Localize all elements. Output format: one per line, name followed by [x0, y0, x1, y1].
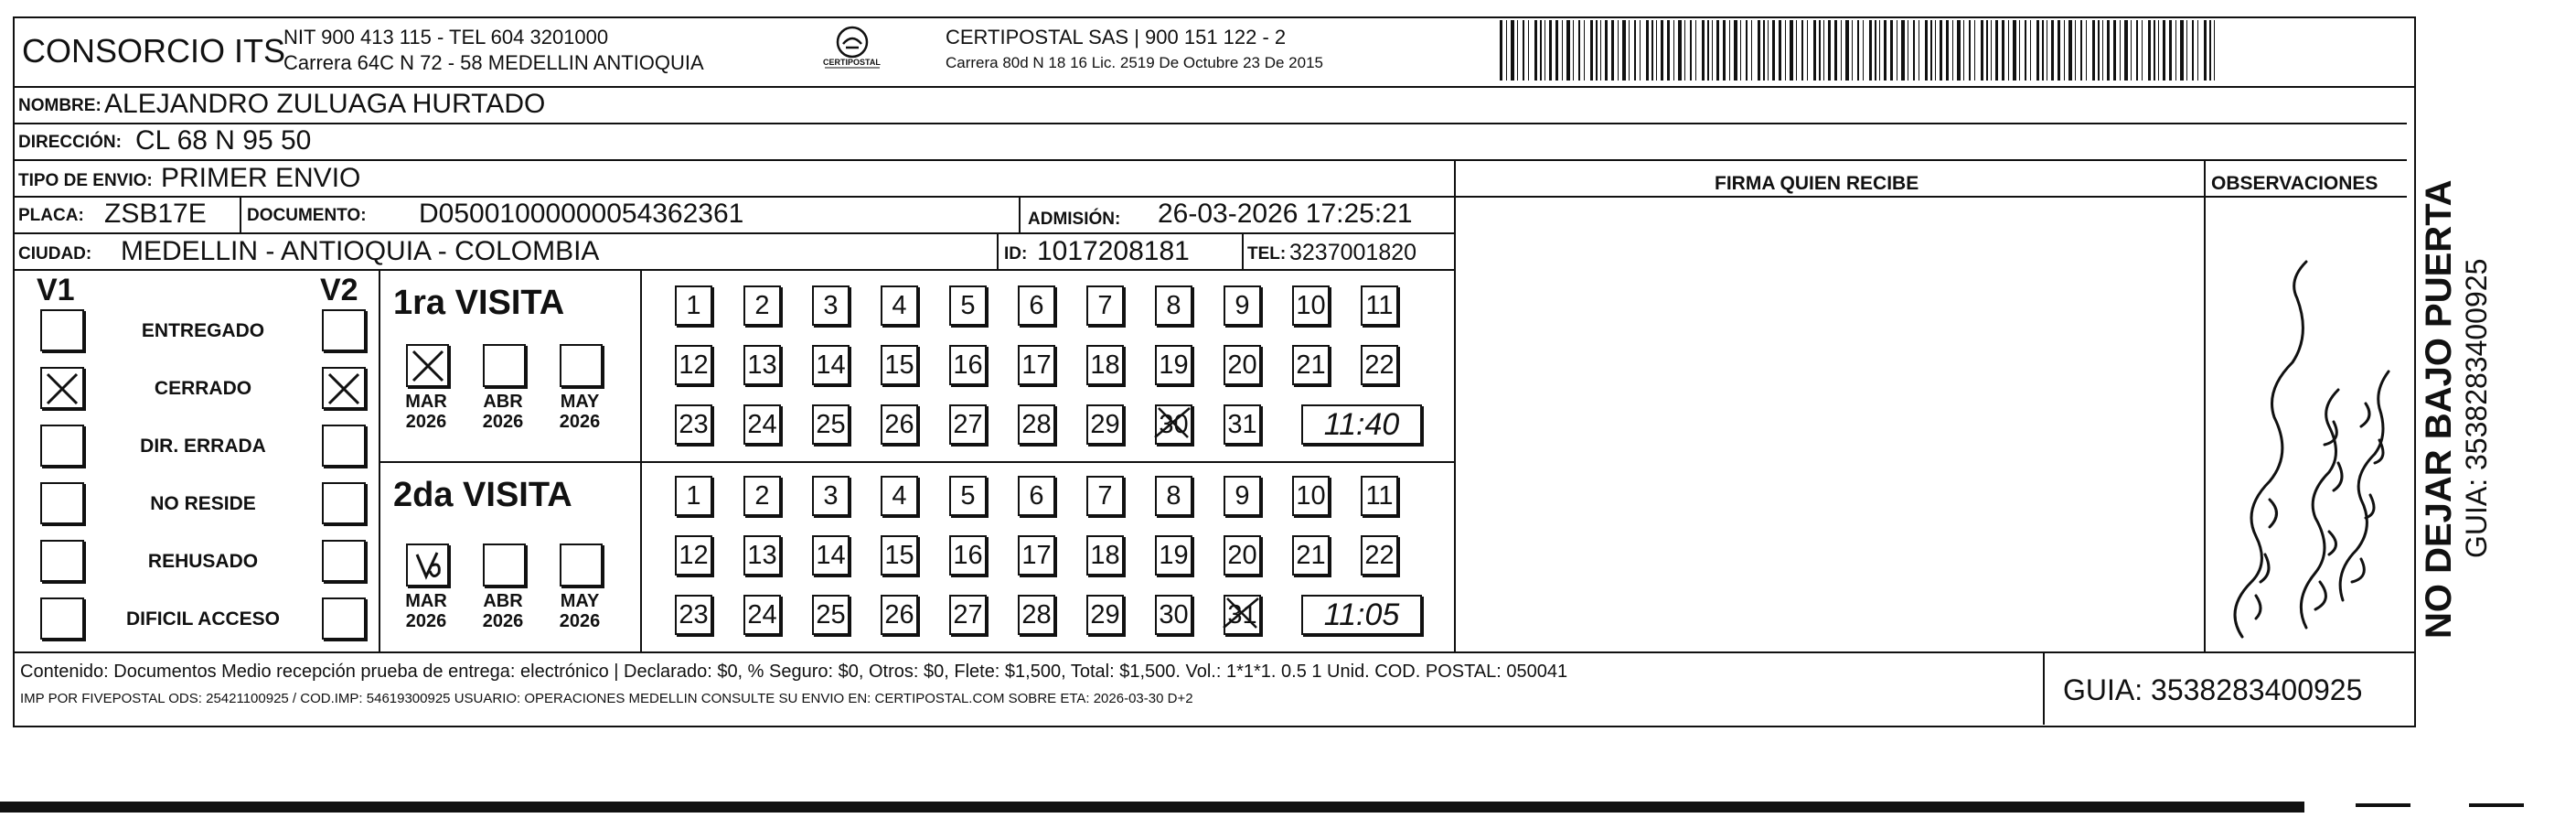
- second-day-8[interactable]: 8: [1155, 476, 1192, 516]
- first-day-27[interactable]: 27: [949, 404, 987, 445]
- first-day-28[interactable]: 28: [1018, 404, 1055, 445]
- second-day-26[interactable]: 26: [881, 595, 918, 635]
- second-day-10[interactable]: 10: [1292, 476, 1330, 516]
- ciudad-label: CIUDAD:: [18, 244, 92, 264]
- month-label: MAY 2026: [559, 392, 601, 432]
- v2-label: V2: [320, 273, 358, 307]
- status-option-label: REHUSADO: [147, 551, 259, 572]
- second-day-20[interactable]: 20: [1224, 535, 1261, 576]
- v2-checkbox-4[interactable]: [322, 540, 366, 582]
- month-label: MAR 2026: [405, 591, 447, 631]
- v2-checkbox-3[interactable]: [322, 482, 366, 524]
- second-day-7[interactable]: 7: [1086, 476, 1124, 516]
- v1-label: V1: [37, 273, 75, 307]
- second-day-12[interactable]: 12: [675, 535, 712, 576]
- first-day-26[interactable]: 26: [881, 404, 918, 445]
- v2-checkbox-2[interactable]: [322, 425, 366, 467]
- v1-checkbox-5[interactable]: [40, 597, 84, 640]
- month-checkbox-may[interactable]: [560, 544, 603, 587]
- id-label: ID:: [1004, 244, 1028, 264]
- month-checkbox-mar[interactable]: [406, 544, 449, 587]
- month-checkbox-abr[interactable]: [483, 344, 526, 387]
- v2-checkbox-0[interactable]: [322, 309, 366, 351]
- second-day-16[interactable]: 16: [949, 535, 987, 576]
- logo-text: CERTIPOSTAL: [823, 58, 881, 67]
- second-day-22[interactable]: 22: [1361, 535, 1398, 576]
- status-option-label: ENTREGADO: [141, 320, 265, 341]
- bottom-rule: [0, 802, 2304, 813]
- side-guia: GUIA: 3538283400925: [2460, 258, 2493, 558]
- first-day-1[interactable]: 1: [675, 285, 712, 326]
- tel-label: TEL:: [1247, 244, 1287, 264]
- tipo-envio-value: PRIMER ENVIO: [161, 163, 361, 193]
- month-label: ABR 2026: [482, 392, 524, 432]
- month-checkbox-mar[interactable]: [406, 344, 449, 387]
- carrier-address: Carrera 80d N 18 16 Lic. 2519 De Octubre 23 De 2015: [946, 54, 1323, 71]
- second-day-21[interactable]: 21: [1292, 535, 1330, 576]
- first-day-19[interactable]: 19: [1155, 345, 1192, 385]
- first-day-23[interactable]: 23: [675, 404, 712, 445]
- second-day-14[interactable]: 14: [812, 535, 850, 576]
- month-checkbox-abr[interactable]: [483, 544, 526, 587]
- first-day-24[interactable]: 24: [743, 404, 781, 445]
- second-day-4[interactable]: 4: [881, 476, 918, 516]
- first-day-16[interactable]: 16: [949, 345, 987, 385]
- second-day-28[interactable]: 28: [1018, 595, 1055, 635]
- second-day-27[interactable]: 27: [949, 595, 987, 635]
- bottom-rule-tick: [2356, 803, 2410, 807]
- documento-label: DOCUMENTO:: [247, 206, 367, 225]
- first-day-17[interactable]: 17: [1018, 345, 1055, 385]
- certipostal-logo: [816, 22, 889, 75]
- second-day-6[interactable]: 6: [1018, 476, 1055, 516]
- tel-value: 3237001820: [1289, 240, 1417, 265]
- second-day-5[interactable]: 5: [949, 476, 987, 516]
- second-time[interactable]: 11:05: [1301, 595, 1422, 635]
- status-option-label: DIFICIL ACCESO: [125, 608, 280, 630]
- status-option-label: NO RESIDE: [150, 493, 256, 514]
- first-day-5[interactable]: 5: [949, 285, 987, 326]
- status-option-label: DIR. ERRADA: [140, 436, 266, 457]
- company-nit: NIT 900 413 115 - TEL 604 3201000: [283, 26, 609, 48]
- first-day-11[interactable]: 11: [1361, 285, 1398, 326]
- second-visit-title: 2da VISITA: [393, 476, 572, 514]
- imp-text: IMP POR FIVEPOSTAL ODS: 25421100925 / COD.IMP: 54619300925 USUARIO: OPERACIONES MEDELLIN CONSULTE SU ENVIO EN: CERTIPOSTAL.COM SOBRE ETA: 2026-03-30 D+2: [20, 691, 1193, 706]
- company-name: CONSORCIO ITS: [22, 32, 286, 70]
- placa-value: ZSB17E: [104, 199, 207, 229]
- second-day-18[interactable]: 18: [1086, 535, 1124, 576]
- first-time[interactable]: 11:40: [1301, 404, 1422, 445]
- first-day-20[interactable]: 20: [1224, 345, 1261, 385]
- bottom-rule-tick: [2469, 803, 2524, 807]
- contenido-text: Contenido: Documentos Medio recepción prueba de entrega: electrónico | Declarado: $0, % Seguro: $0, Otros: $0, Flete: $1,500, Total: $1,500. Vol.: 1*1*1. 0.5 1 Unid. COD. POSTAL: 050041: [20, 662, 1568, 682]
- first-day-29[interactable]: 29: [1086, 404, 1124, 445]
- direccion-value: CL 68 N 95 50: [135, 125, 312, 156]
- ciudad-value: MEDELLIN - ANTIOQUIA - COLOMBIA: [121, 236, 600, 266]
- first-day-25[interactable]: 25: [812, 404, 850, 445]
- first-day-21[interactable]: 21: [1292, 345, 1330, 385]
- second-day-15[interactable]: 15: [881, 535, 918, 576]
- nombre-label: NOMBRE:: [18, 96, 102, 115]
- v2-checkbox-5[interactable]: [322, 597, 366, 640]
- second-day-2[interactable]: 2: [743, 476, 781, 516]
- v1-checkbox-4[interactable]: [40, 540, 84, 582]
- v2-checkbox-1[interactable]: [322, 367, 366, 409]
- direccion-label: DIRECCIÓN:: [18, 133, 122, 152]
- v1-checkbox-2[interactable]: [40, 425, 84, 467]
- firma-label: FIRMA QUIEN RECIBE: [1715, 173, 1919, 194]
- handwritten-observation: [2206, 198, 2409, 650]
- first-day-15[interactable]: 15: [881, 345, 918, 385]
- second-day-11[interactable]: 11: [1361, 476, 1398, 516]
- first-day-2[interactable]: 2: [743, 285, 781, 326]
- second-day-3[interactable]: 3: [812, 476, 850, 516]
- admision-label: ADMISIÓN:: [1028, 210, 1121, 229]
- second-day-19[interactable]: 19: [1155, 535, 1192, 576]
- carrier-name: CERTIPOSTAL SAS | 900 151 122 - 2: [946, 26, 1287, 48]
- side-no-dejar: NO DEJAR BAJO PUERTA: [2419, 179, 2459, 639]
- guia-footer: GUIA: 3538283400925: [2063, 673, 2363, 706]
- first-day-22[interactable]: 22: [1361, 345, 1398, 385]
- first-day-4[interactable]: 4: [881, 285, 918, 326]
- second-day-9[interactable]: 9: [1224, 476, 1261, 516]
- v1-checkbox-3[interactable]: [40, 482, 84, 524]
- month-label: ABR 2026: [482, 591, 524, 631]
- month-label: MAY 2026: [559, 591, 601, 631]
- admision-value: 26-03-2026 17:25:21: [1158, 199, 1413, 229]
- v1-checkbox-1[interactable]: [40, 367, 84, 409]
- tipo-envio-label: TIPO DE ENVIO:: [18, 171, 153, 190]
- status-option-label: CERRADO: [154, 378, 252, 399]
- second-day-17[interactable]: 17: [1018, 535, 1055, 576]
- month-label: MAR 2026: [405, 392, 447, 432]
- first-day-6[interactable]: 6: [1018, 285, 1055, 326]
- second-day-31[interactable]: 31: [1224, 595, 1261, 635]
- company-address: Carrera 64C N 72 - 58 MEDELLIN ANTIOQUIA: [283, 51, 704, 74]
- second-day-29[interactable]: 29: [1086, 595, 1124, 635]
- first-day-30[interactable]: 30: [1155, 404, 1192, 445]
- first-day-10[interactable]: 10: [1292, 285, 1330, 326]
- second-day-1[interactable]: 1: [675, 476, 712, 516]
- first-day-9[interactable]: 9: [1224, 285, 1261, 326]
- first-day-18[interactable]: 18: [1086, 345, 1124, 385]
- first-day-31[interactable]: 31: [1224, 404, 1261, 445]
- first-visit-title: 1ra VISITA: [393, 284, 565, 322]
- id-value: 1017208181: [1037, 236, 1190, 266]
- placa-label: PLACA:: [18, 206, 84, 225]
- second-day-24[interactable]: 24: [743, 595, 781, 635]
- first-day-3[interactable]: 3: [812, 285, 850, 326]
- first-day-13[interactable]: 13: [743, 345, 781, 385]
- first-day-7[interactable]: 7: [1086, 285, 1124, 326]
- second-day-30[interactable]: 30: [1155, 595, 1192, 635]
- second-day-13[interactable]: 13: [743, 535, 781, 576]
- first-day-8[interactable]: 8: [1155, 285, 1192, 326]
- second-day-23[interactable]: 23: [675, 595, 712, 635]
- first-day-12[interactable]: 12: [675, 345, 712, 385]
- month-checkbox-may[interactable]: [560, 344, 603, 387]
- documento-value: D05001000000054362361: [419, 199, 744, 229]
- first-day-14[interactable]: 14: [812, 345, 850, 385]
- observaciones-label: OBSERVACIONES: [2211, 173, 2378, 194]
- v1-checkbox-0[interactable]: [40, 309, 84, 351]
- nombre-value: ALEJANDRO ZULUAGA HURTADO: [104, 89, 546, 119]
- second-day-25[interactable]: 25: [812, 595, 850, 635]
- barcode: [1500, 20, 2222, 81]
